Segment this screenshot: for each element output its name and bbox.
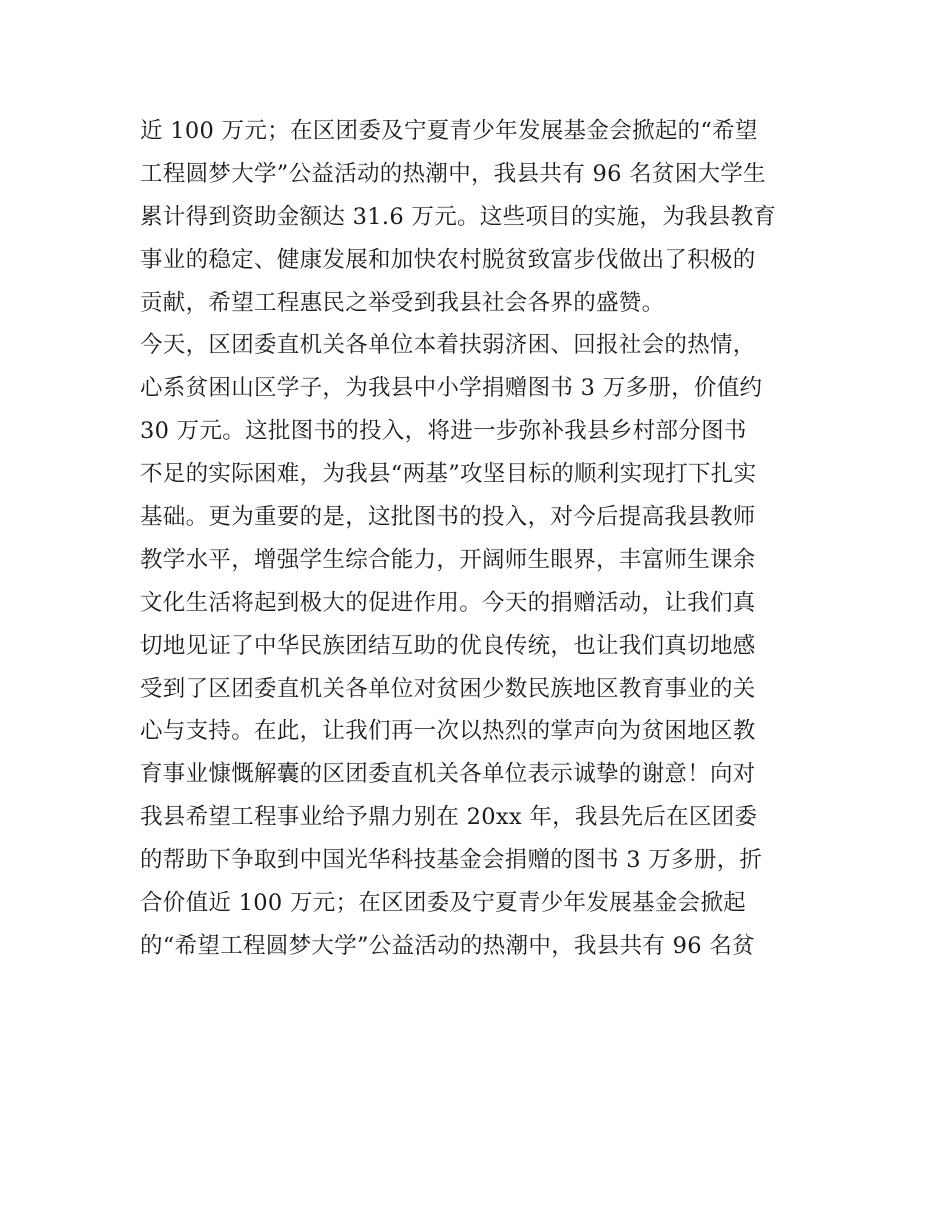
text-line: 心系贫困山区学子，为我县中小学捐赠图书 3 万多册，价值约 (140, 375, 763, 402)
body-text (140, 110, 820, 968)
text-line: 受到了区团委直机关各单位对贫困少数民族地区教育事业的关 (140, 675, 756, 702)
text-line: 的“希望工程圆梦大学”公益活动的热潮中，我县共有 96 名贫 (140, 932, 755, 959)
text-line: 切地见证了中华民族团结互助的优良传统，也让我们真切地感 (140, 632, 756, 659)
text-line: 30 万元。这批图书的投入，将进一步弥补我县乡村部分图书 (140, 418, 747, 445)
text-line: 育事业慷慨解囊的区团委直机关各单位表示诚挚的谢意！向对 (140, 761, 756, 788)
text-line: 不足的实际困难，为我县“两基”攻坚目标的顺利实现打下扎实 (140, 461, 757, 488)
text-line: 累计得到资助金额达 31.6 万元。这些项目的实施，为我县教育 (140, 203, 777, 230)
text-line: 贡献，希望工程惠民之举受到我县社会各界的盛赞。 (140, 289, 665, 316)
text-line: 的帮助下争取到中国光华科技基金会捐赠的图书 3 万多册，折 (140, 847, 763, 874)
text-line: 文化生活将起到极大的促进作用。今天的捐赠活动，让我们真 (140, 589, 756, 616)
text-line: 合价值近 100 万元；在区团委及宁夏青少年发展基金会掀起 (140, 890, 746, 917)
text-line: 教学水平，增强学生综合能力，开阔师生眼界，丰富师生课余 (140, 546, 756, 573)
text-line: 今天，区团委直机关各单位本着扶弱济困、回报社会的热情， (140, 332, 756, 359)
text-line: 近 100 万元；在区团委及宁夏青少年发展基金会掀起的“希望 (140, 118, 758, 144)
text-line: 心与支持。在此，让我们再一次以热烈的掌声向为贫困地区教 (140, 718, 756, 745)
text-line: 事业的稳定、健康发展和加快农村脱贫致富步伐做出了积极的 (140, 246, 756, 273)
text-line: 我县希望工程事业给予鼎力别在 20xx 年，我县先后在区团委 (140, 804, 758, 831)
text-line: 基础。更为重要的是，这批图书的投入，对今后提高我县教师 (140, 504, 756, 531)
text-line: 工程圆梦大学”公益活动的热潮中，我县共有 96 名贫困大学生 (140, 160, 766, 187)
